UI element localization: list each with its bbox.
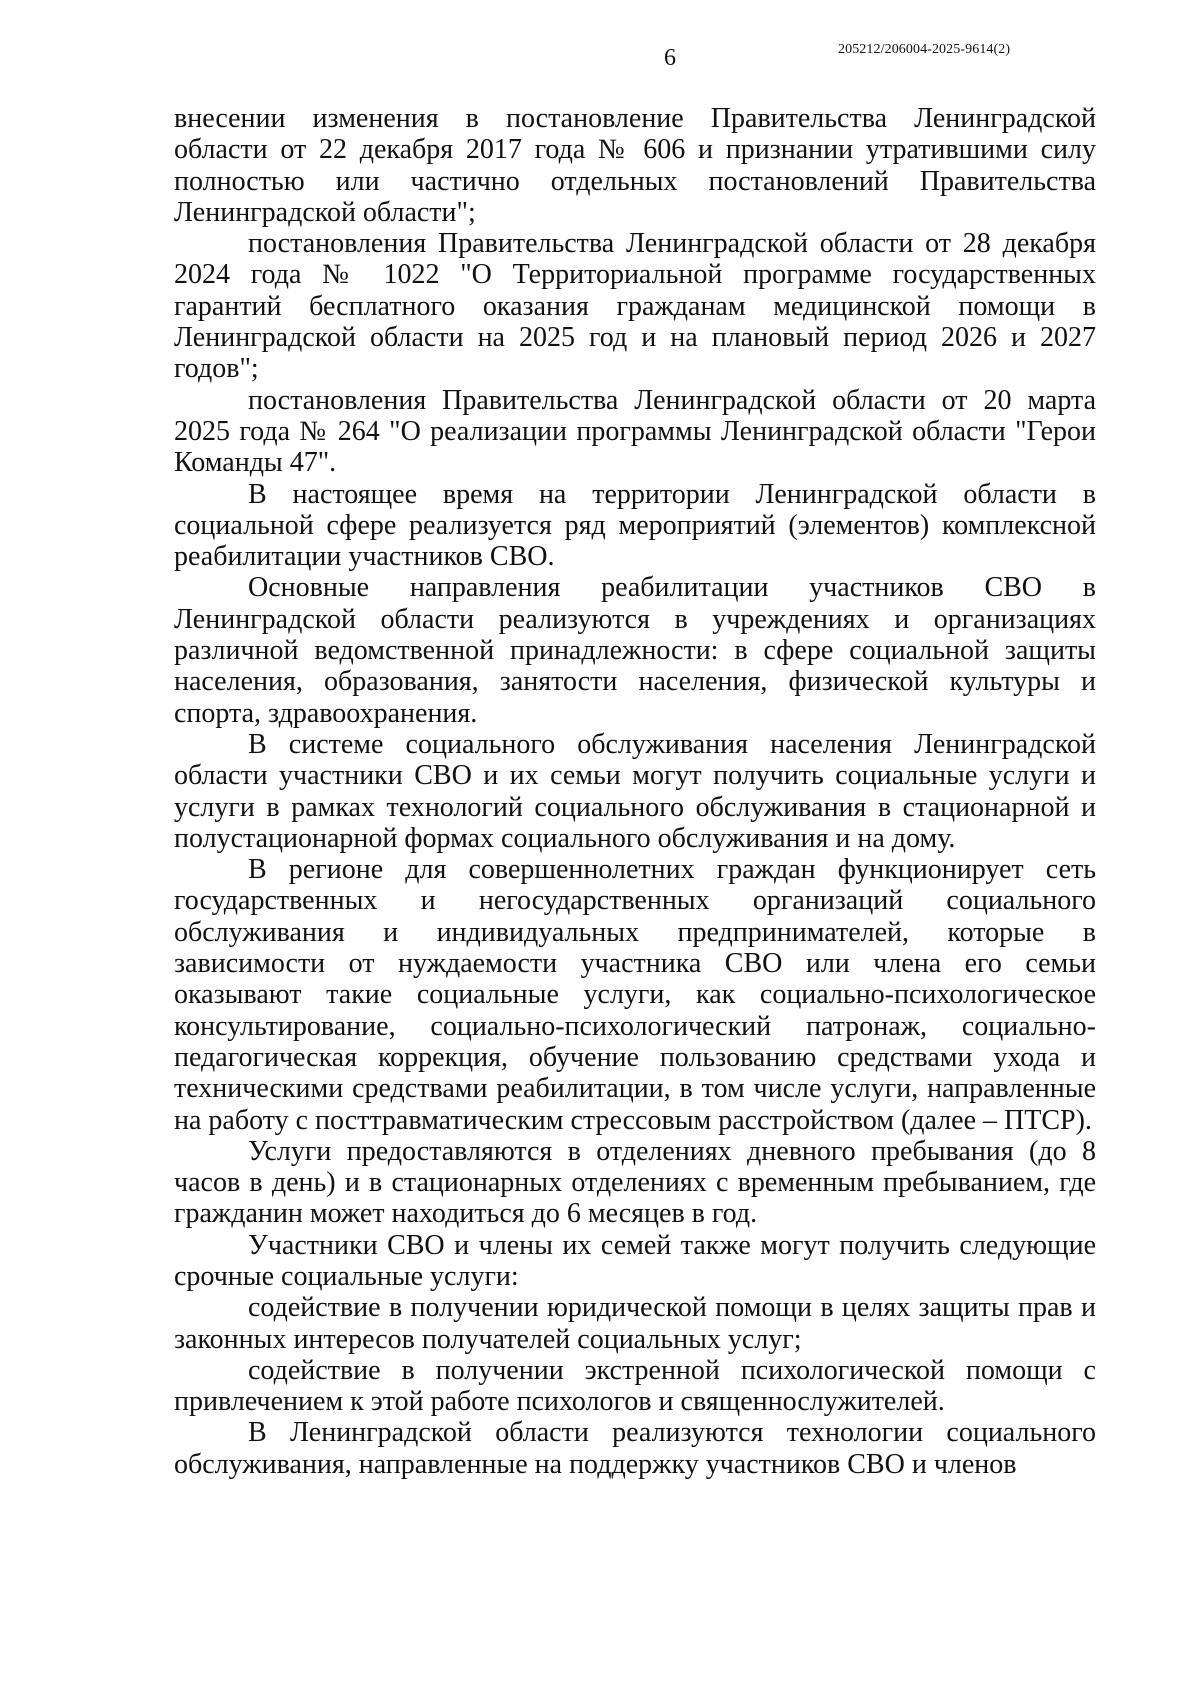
- paragraph: В системе социального обслуживания населения Ленинградской области участники СВО и их семьи могут получить социальные услуги и услуги в рамках технологий социального обслуживания в стационарной и полустационарной формах социального обслуживания и на дому.: [174, 728, 1096, 854]
- paragraph: В Ленинградской области реализуются технологии социального обслуживания, направленные на поддержку участников СВО и членов: [174, 1417, 1096, 1480]
- paragraph: постановления Правительства Ленинградской области от 28 декабря 2024 года № 1022 "О Территориальной программе государственных гарантий бесплатного оказания гражданам медицинской помощи в Ленинградской области на 2025 год и на плановый период 2026 и 2027 годов";: [174, 228, 1096, 385]
- paragraph: постановления Правительства Ленинградской области от 20 марта 2025 года № 264 "О реализации программы Ленинградской области "Герои Команды 47".: [174, 384, 1096, 479]
- paragraph: В регионе для совершеннолетних граждан функционирует сеть государственных и негосударственных организаций социального обслуживания и индивидуальных предпринимателей, которые в зависимости от нуждаемости участника СВО или члена его семьи оказывают такие социальные услуги, как социально-психологическое консультирование, социально-психологический патронаж, социально-педагогическая коррекция, обучение пользованию средствами ухода и техническими средствами реабилитации, в том числе услуги, направленные на работу с посттравматическим стрессовым расстройством (далее – ПТСР).: [174, 854, 1096, 1136]
- paragraph-continuation: внесении изменения в постановление Правительства Ленинградской области от 22 декабря 2017 года № 606 и признании утратившими силу полностью или частично отдельных постановлений Правительства Ленинградской области";: [174, 103, 1096, 228]
- paragraph: Основные направления реабилитации участников СВО в Ленинградской области реализуются в учреждениях и организациях различной ведомственной принадлежности: в сфере социальной защиты населения, образования, занятости населения, физической культуры и спорта, здравоохранения.: [174, 572, 1096, 729]
- page-number: 6: [664, 45, 676, 71]
- paragraph: Услуги предоставляются в отделениях дневного пребывания (до 8 часов в день) и в стационарных отделениях с временным пребыванием, где гражданин может находиться до 6 месяцев в год.: [174, 1135, 1096, 1230]
- document-id: 205212/206004-2025-9614(2): [838, 42, 1011, 57]
- paragraph: В настоящее время на территории Ленинградской области в социальной сфере реализуется ряд мероприятий (элементов) комплексной реабилитации участников СВО.: [174, 478, 1096, 573]
- paragraph: содействие в получении экстренной психологической помощи с привлечением к этой работе психологов и священнослужителей.: [174, 1354, 1096, 1418]
- document-body: [174, 103, 1096, 1480]
- paragraph: Участники СВО и члены их семей также могут получить следующие срочные социальные услуги:: [174, 1229, 1096, 1292]
- paragraph: содействие в получении юридической помощи в целях защиты прав и законных интересов получателей социальных услуг;: [174, 1292, 1096, 1355]
